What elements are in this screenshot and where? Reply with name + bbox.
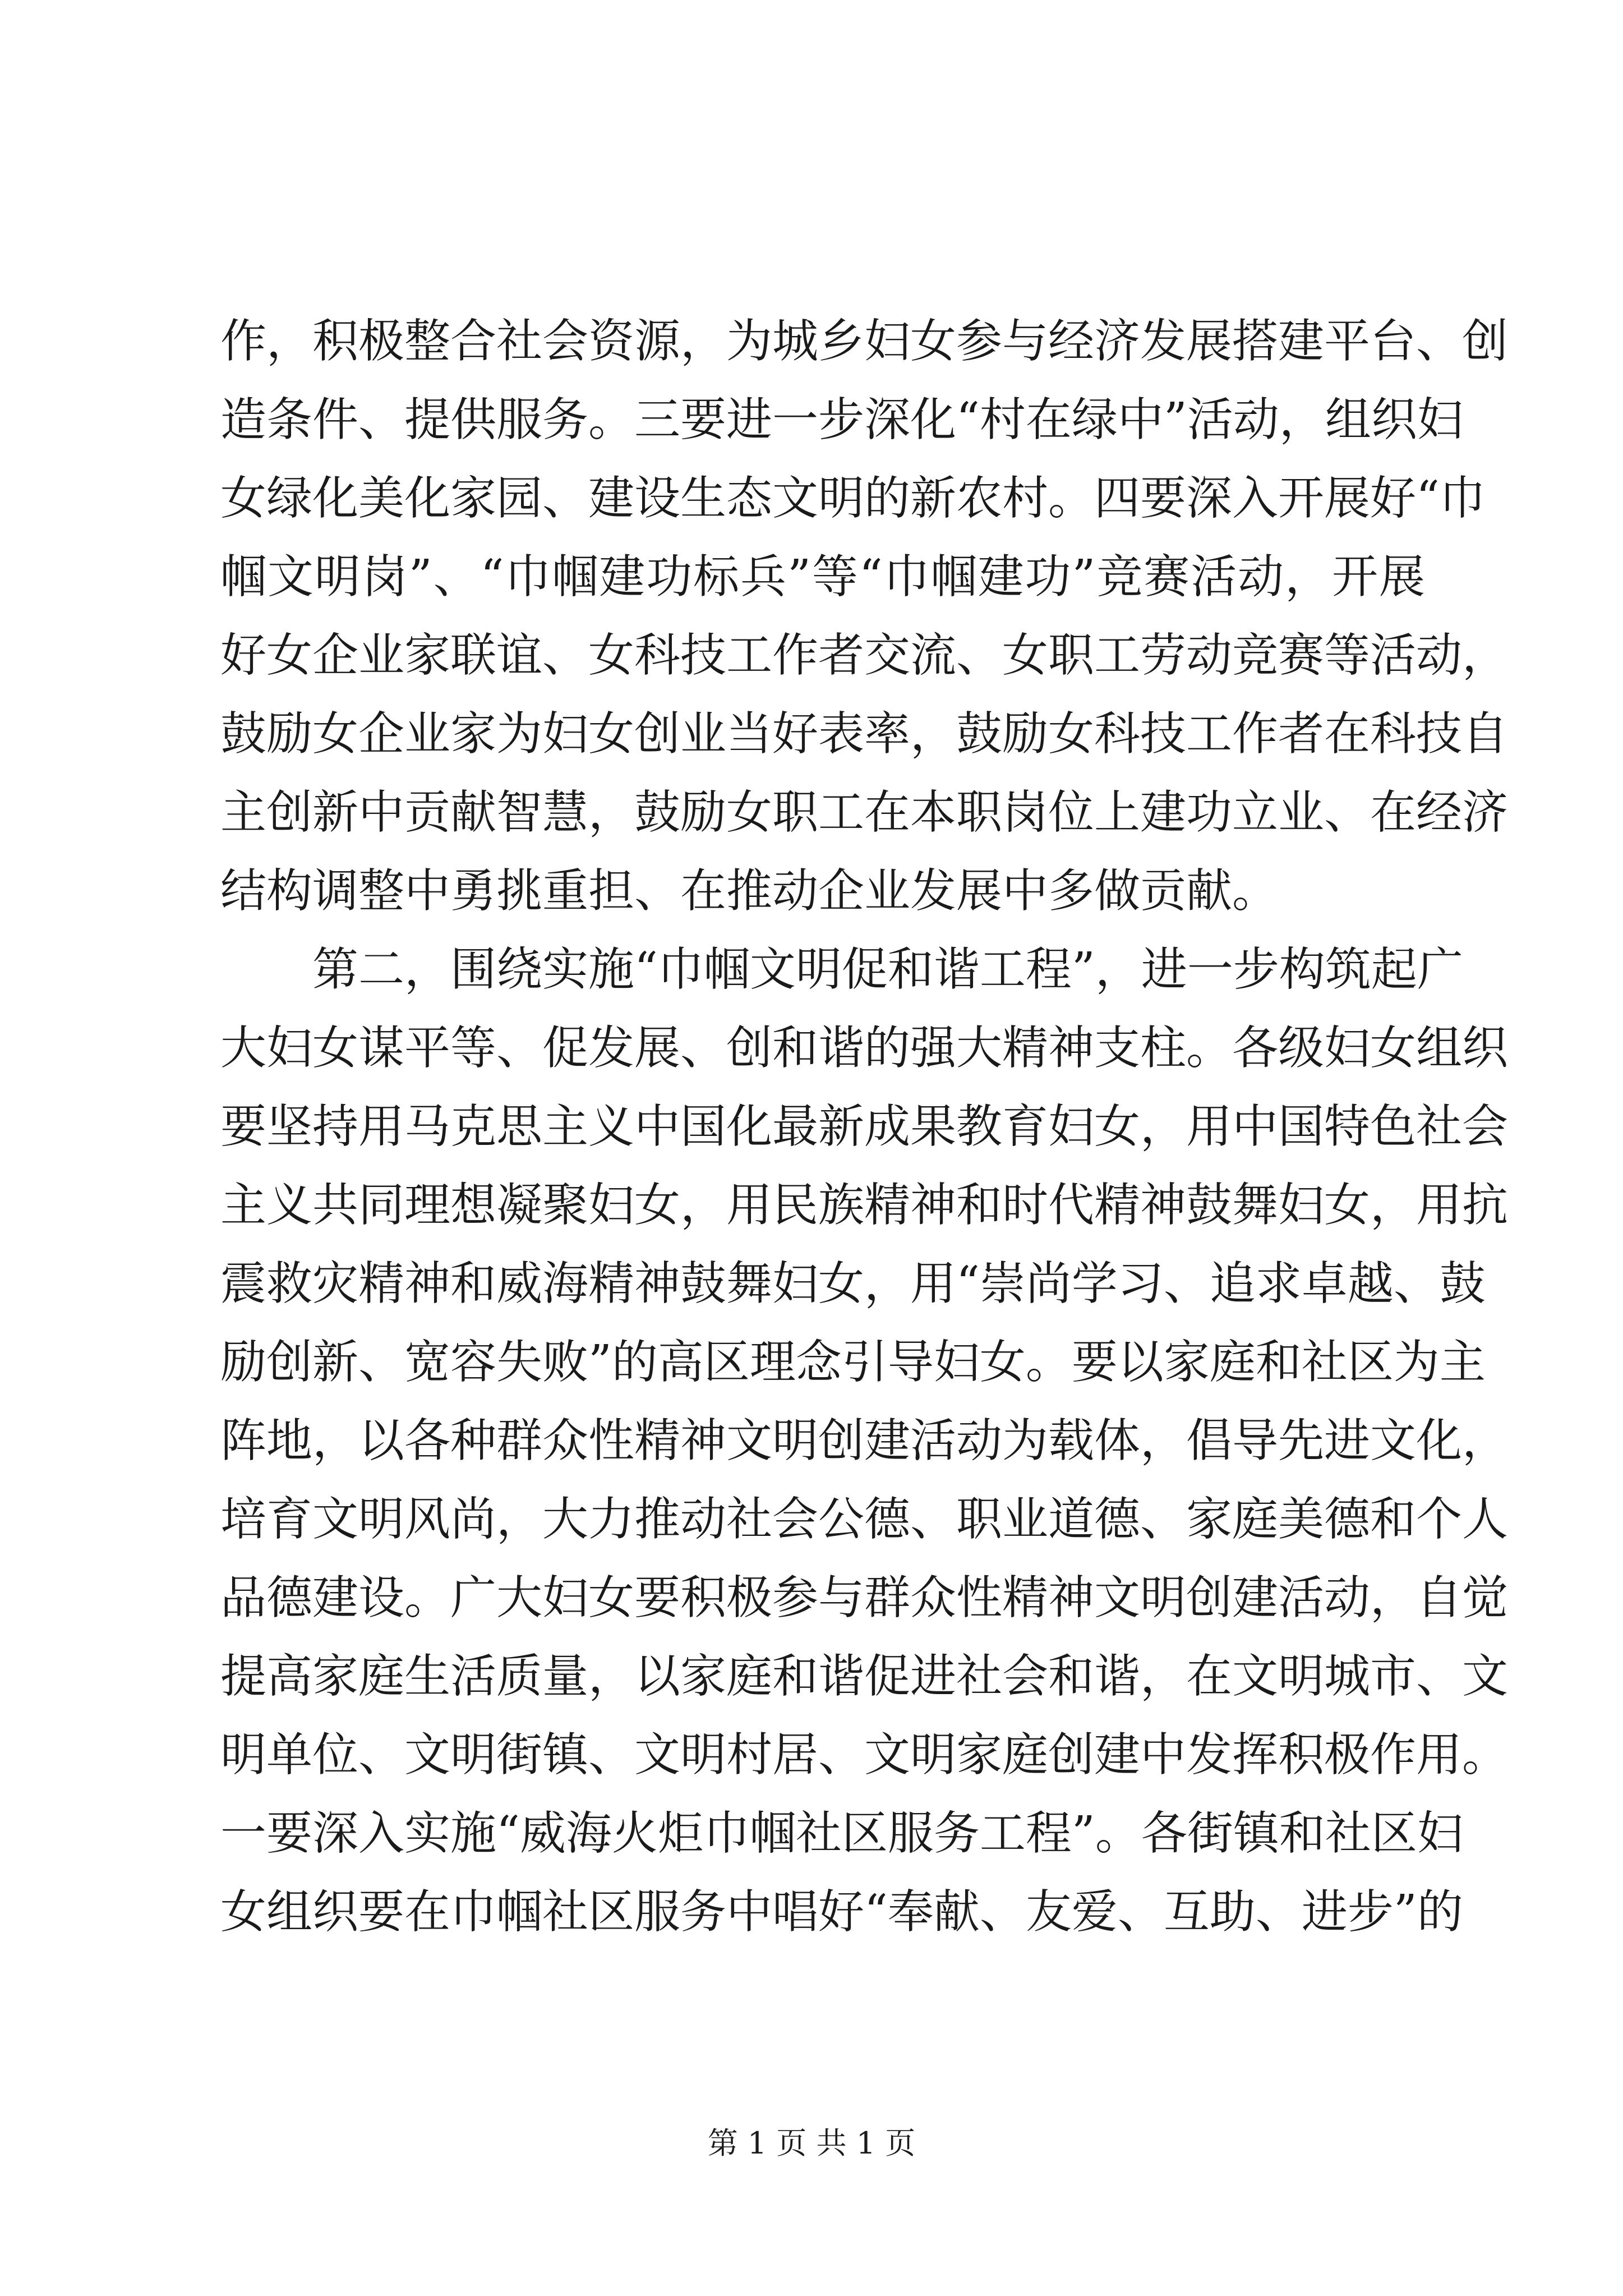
text-line: 阵地，以各种群众性精神文明创建活动为载体，倡导先进文化，	[220, 1414, 1509, 1467]
text-line: 鼓励女企业家为妇女创业当好表率，鼓励女科技工作者在科技自	[220, 707, 1509, 761]
text-line: 励创新、宽容失败”的高区理念引导妇女。要以家庭和社区为主	[220, 1336, 1486, 1389]
text-line: 帼文明岗”、“巾帼建功标兵”等“巾帼建功”竞赛活动，开展	[220, 550, 1425, 604]
text-line: 第二，围绕实施“巾帼文明促和谐工程”，进一步构筑起广	[312, 943, 1463, 996]
text-line: 震救灾精神和威海精神鼓舞妇女，用“崇尚学习、追求卓越、鼓	[220, 1257, 1486, 1310]
text-line: 造条件、提供服务。三要进一步深化“村在绿中”活动，组织妇	[220, 393, 1463, 447]
text-line: 作，积极整合社会资源，为城乡妇女参与经济发展搭建平台、创	[220, 315, 1509, 368]
text-line: 品德建设。广大妇女要积极参与群众性精神文明创建活动，自觉	[220, 1571, 1509, 1625]
text-line: 提高家庭生活质量，以家庭和谐促进社会和谐，在文明城市、文	[220, 1650, 1509, 1703]
text-line: 结构调整中勇挑重担、在推动企业发展中多做贡献。	[220, 864, 1279, 918]
text-line: 女绿化美化家园、建设生态文明的新农村。四要深入开展好“巾	[220, 472, 1486, 525]
paragraph-2	[220, 942, 1509, 1940]
page-number-footer: 第 1 页 共 1 页	[707, 2125, 916, 2161]
text-line: 主义共同理想凝聚妇女，用民族精神和时代精神鼓舞妇女，用抗	[220, 1179, 1509, 1232]
text-line: 好女企业家联谊、女科技工作者交流、女职工劳动竞赛等活动，	[220, 629, 1509, 682]
text-line: 女组织要在巾帼社区服务中唱好“奉献、友爱、互助、进步”的	[220, 1885, 1463, 1939]
text-line: 要坚持用马克思主义中国化最新成果教育妇女，用中国特色社会	[220, 1100, 1509, 1153]
text-line: 培育文明风尚，大力推动社会公德、职业道德、家庭美德和个人	[220, 1493, 1509, 1546]
document-body	[220, 314, 1509, 1963]
text-line: 明单位、文明街镇、文明村居、文明家庭创建中发挥积极作用。	[220, 1728, 1509, 1782]
text-line: 大妇女谋平等、促发展、创和谐的强大精神支柱。各级妇女组织	[220, 1022, 1509, 1075]
text-line: 一要深入实施“威海火炬巾帼社区服务工程”。各街镇和社区妇	[220, 1807, 1463, 1860]
paragraph-1	[220, 314, 1509, 919]
text-line: 主创新中贡献智慧，鼓励女职工在本职岗位上建功立业、在经济	[220, 786, 1509, 839]
